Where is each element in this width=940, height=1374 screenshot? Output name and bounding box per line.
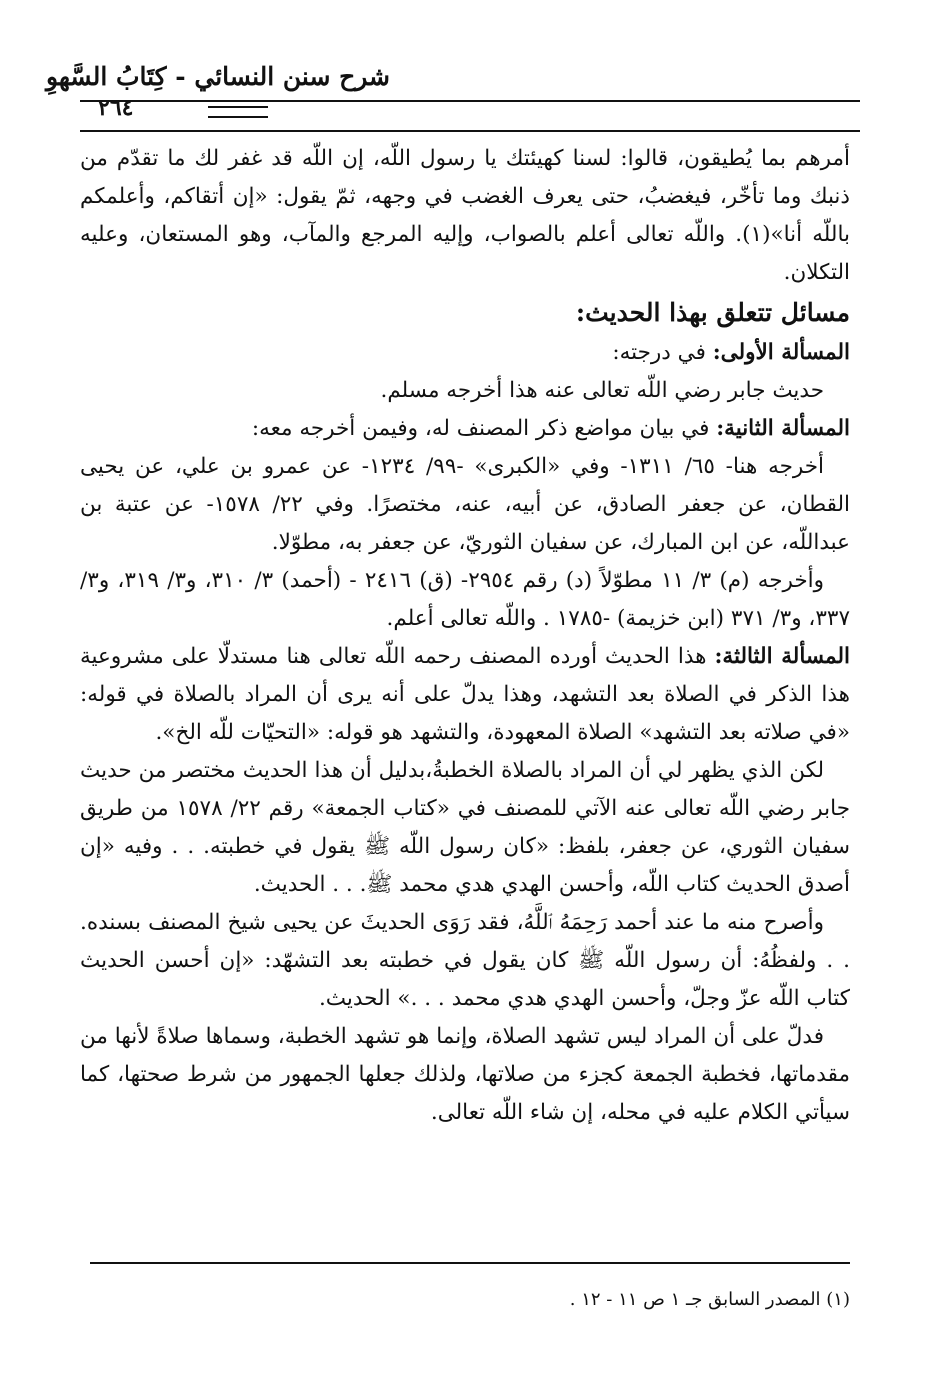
question-2-text: في بيان مواضع ذكر المصنف له، وفيمن أخرجه معه: xyxy=(251,416,717,441)
main-text xyxy=(80,140,850,1132)
paragraph-fadall: فدلّ على أن المراد ليس تشهد الصلاة، وإنما هو تشهد الخطبة، وسماها صلاةً لأنها من مقدماتها، فخطبة الجمعة كجزء من صلاتها، ولذلك جعلها الجمهور من شرط صحتها، كما سيأتي الكلام عليه في محله، إن شاء اللّه تعالى. xyxy=(80,1024,850,1125)
section-title: مسائل تتعلق بهذا الحديث: xyxy=(575,298,850,327)
paragraph-lakin: لكن الذي يظهر لي أن المراد بالصلاة الخطبةُ،بدليل أن هذا الحديث مختصر من حديث جابر رضي اللّه تعالى عنه الآتي للمصنف في «كتاب الجمعة» رقم ٢٢/ ١٥٧٨ من طريق سفيان الثوري، عن جعفر، بلفظ: «كان رسول اللّه ﷺ يقول في خطبته. . . وفيه «إن أصدق الحديث كتاب اللّه، وأحسن الهدي هدي محمد ﷺ. . . الحديث. xyxy=(80,758,850,897)
header-rule-bottom xyxy=(80,130,860,132)
paragraph-opening: أمرهم بما يُطيقون، قالوا: لسنا كهيئتك يا رسول اللّه، إن اللّه قد غفر لك ما تقدّم من ذنبك وما تأخّر، فيغضبُ، حتى يعرف الغضب في وجهه، ثمّ يقول: «إن أتقاكم، وأعلمكم باللّه أنا»(١). واللّه تعالى أعلم بالصواب، وإليه المرجع والمآب، وهو المستعان، وعليه التكلان. xyxy=(80,146,850,285)
footnote: (١) المصدر السابق جـ ١ ص ١١ - ١٢ . xyxy=(569,1289,850,1310)
question-2 xyxy=(80,410,850,448)
question-3-label: المسألة الثالثة: xyxy=(714,644,851,669)
question-3-text: هذا الحديث أورده المصنف رحمه اللّه تعالى هنا مستدلّا على مشروعية هذا الذكر في الصلاة بعد التشهد، وهذا يدلّ على أنه يرى أن المراد بالصلاة في قوله: «في صلاته بعد التشهد» الصلاة المعهودة، والتشهد هو قوله: «التحيّات للّه الخ». xyxy=(80,644,850,745)
question-1 xyxy=(80,334,850,372)
header-rule-top xyxy=(80,100,860,102)
question-2-body: أخرجه هنا- ٦٥/ ١٣١١- وفي «الكبرى» -٩٩/ ١٢٣٤- عن عمرو بن علي، عن يحيى القطان، عن جعفر الصادق، عن أبيه، عنه، مختصرًا. وفي ٢٢/ ١٥٧٨- عن عتبة بن عبداللّه، عن ابن المبارك، عن سفيان الثوريّ، عن جعفر به، مطوّلا. xyxy=(80,454,850,555)
question-1-text: في درجته: xyxy=(612,340,713,365)
question-2-body-2: وأخرجه (م) ٣/ ١١ مطوّلاً (د) رقم ٢٩٥٤- (ق) ٢٤١٦ - (أحمد) ٣/ ٣١٠، و٣/ ٣١٩، و٣/ ٣٣٧، و٣/ ٣٧١ (ابن خزيمة) -١٧٨٥ . واللّه تعالى أعلم. xyxy=(80,568,850,631)
question-2-label: المسألة الثانية: xyxy=(716,416,850,441)
question-1-body: حديث جابر رضي اللّه تعالى عنه هذا أخرجه مسلم. xyxy=(380,378,824,403)
footnote-rule xyxy=(90,1262,850,1264)
question-3 xyxy=(80,638,850,752)
paragraph-asrah: وأصرح منه ما عند أحمد رَحِمَهُ ٱللَّهُ، فقد رَوَى الحديثَ عن يحيى شيخ المصنف بسنده. . . ولفظُهُ: أن رسول اللّه ﷺ كان يقول في خطبته بعد التشهّد: «إن أحسن الحديث كتاب اللّه عزّ وجلّ، وأحسن الهدي هدي محمد . . .» الحديث. xyxy=(80,910,850,1011)
question-1-label: المسألة الأولى: xyxy=(712,340,850,365)
running-header-title: شرح سنن النسائي - كِتَابُ السَّهوِ xyxy=(45,62,390,91)
page-number: ٢٦٤ xyxy=(98,95,134,121)
page-number-rule xyxy=(208,106,268,118)
